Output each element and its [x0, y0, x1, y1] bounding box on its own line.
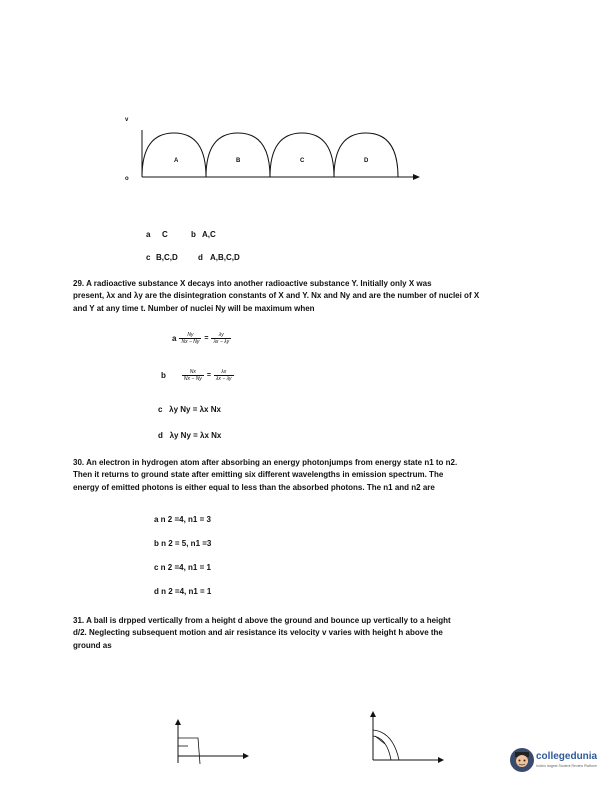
- q30-number: 30.: [73, 458, 85, 467]
- q30-option-d: d n 2 =4, n1 = 1: [154, 587, 212, 596]
- option-a-label: a: [146, 230, 151, 239]
- q30-line3: energy of emitted photons is either equal to less than the absorbed photons. The n1 and n2 are: [73, 482, 435, 492]
- q30-option-a: a n 2 =4, n1 = 3: [154, 515, 211, 524]
- q29-text: [73, 278, 543, 315]
- arc-label-a: A: [174, 158, 179, 164]
- option-c-value: B,C,D: [156, 253, 178, 262]
- arc-label-d: D: [364, 158, 369, 164]
- q29-option-c-text: λy Ny = λx Nx: [169, 405, 221, 414]
- option-d-value: A,B,C,D: [210, 253, 240, 262]
- q29-option-b-label: b: [161, 371, 166, 380]
- q31-text: [73, 615, 543, 652]
- q31-line1: A ball is drpped vertically from a height d above the ground and bounce up vertically to a height: [86, 616, 451, 625]
- q29-option-c: [158, 404, 221, 416]
- q29-option-a-fraction1: $\frac{Ny}{Nx - Ny}$: [181, 332, 200, 345]
- q30-text: [73, 457, 543, 494]
- q31-line3: ground as: [73, 640, 112, 650]
- q29-option-d-text: λy Ny = λx Nx: [169, 431, 222, 440]
- arc-label-b: B: [236, 158, 241, 164]
- option-c-label: c: [146, 253, 151, 262]
- q29-line3: and Y at any time t. Number of nuclei Ny will be maximum when: [73, 303, 315, 313]
- arc-label-c: C: [300, 158, 305, 164]
- collegedunia-tagline: India's largest Student Review Platform: [536, 764, 597, 768]
- q29-option-a: a $\frac{Ny}{Nx - Ny}$ = $\frac{\lambda y}{\lambda x - \lambda y}$: [172, 332, 230, 345]
- q29-option-a-label: a: [172, 334, 177, 343]
- q30-option-c: c n 2 =4, n1 = 1: [154, 563, 211, 572]
- option-d-label: d: [198, 253, 203, 262]
- q30-line2: Then it returns to ground state after emitting six different wavelengths in emission spectrum. The: [73, 470, 444, 480]
- q29-number: 29.: [73, 279, 85, 288]
- option-a-value: C: [162, 230, 168, 239]
- q29-option-d: [158, 430, 221, 442]
- collegedunia-logo-text: collegedunia: [536, 751, 598, 762]
- graph-curves: [130, 125, 420, 185]
- q29-option-a-fraction2: $\frac{\lambda y}{\lambda x - \lambda y}$: [213, 332, 230, 345]
- option-b-label: b: [191, 230, 196, 239]
- axis-label-o: o: [125, 176, 129, 182]
- q31-graph-right: [365, 710, 445, 768]
- q30-option-b: b n 2 = 5, n1 =3: [154, 539, 212, 548]
- q29-line1: A radioactive substance X decays into another radioactive substance Y. Initially only X was: [86, 279, 432, 288]
- q31-graph-left: [170, 718, 250, 768]
- q29-line2: present, λx and λy are the disintegration constants of X and Y. Nx and Ny and are the number of nuclei of X: [73, 291, 480, 301]
- axis-label-v: v: [125, 117, 129, 123]
- q30-line1: An electron in hydrogen atom after absorbing an energy photonjumps from energy state n1 to n2.: [86, 458, 458, 467]
- q31-line2: d/2. Neglecting subsequent motion and air resistance its velocity v varies with height h above the: [73, 628, 443, 638]
- q29-option-d-label: d: [158, 431, 163, 440]
- q29-option-c-label: c: [158, 405, 163, 414]
- q29-option-b: b $\frac{Nx}{Nx - Ny}$ = $\frac{\lambda x}{\lambda x - \lambda y}$: [161, 369, 232, 382]
- option-b-value: A,C: [202, 230, 216, 239]
- q29-option-b-fraction2: $\frac{\lambda x}{\lambda x - \lambda y}$: [215, 369, 232, 382]
- q29-option-b-fraction1: $\frac{Nx}{Nx - Ny}$: [183, 369, 202, 382]
- collegedunia-logo-icon: [508, 746, 536, 774]
- q31-number: 31.: [73, 616, 85, 625]
